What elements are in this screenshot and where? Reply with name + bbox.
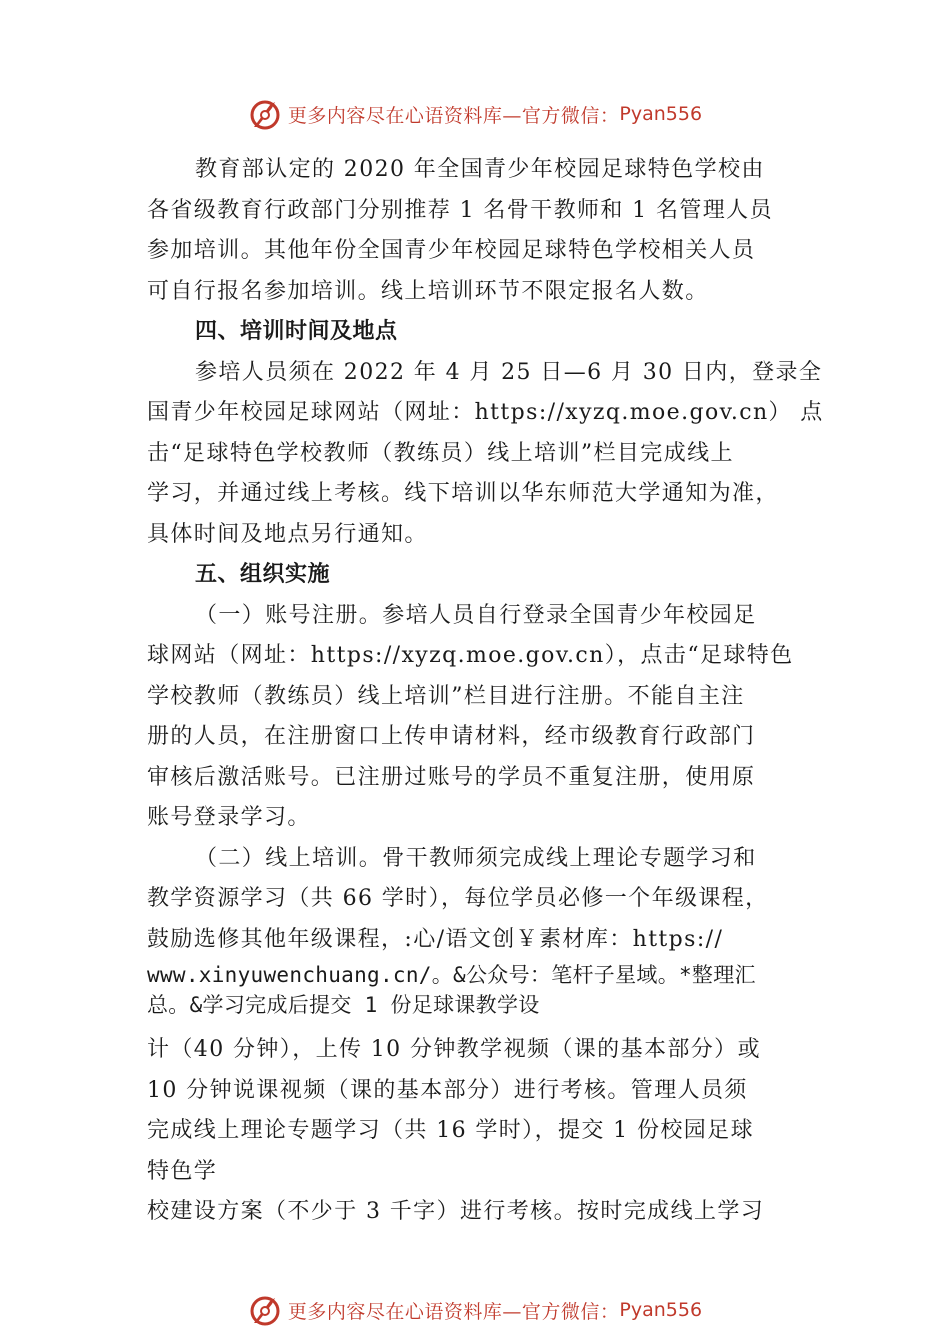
document-body	[147, 150, 827, 1233]
banner-wechat-id: Pyan556	[619, 1299, 703, 1321]
text-line: 总。&学习完成后提交 1 份足球课教学设	[147, 993, 540, 1017]
text-line: 鼓励选修其他年级课程，:心/语文创￥素材库：https://	[147, 926, 724, 952]
banner-text: 更多内容尽在心语资料库—官方微信：	[287, 104, 620, 127]
text-line: 学校教师（教练员）线上培训”栏目进行注册。不能自主注	[147, 683, 745, 709]
section-heading: 四、培训时间及地点	[195, 319, 398, 344]
text-line: 册的人员，在注册窗口上传申请材料，经市级教育行政部门	[147, 724, 756, 749]
text-line: （二）线上培训。骨干教师须完成线上理论专题学习和	[195, 845, 757, 871]
quill-logo-icon	[248, 97, 282, 131]
text-line: 参培人员须在 2022 年 4 月 25 日—6 月 30 日内，登录全	[195, 359, 823, 385]
text-line: 10 分钟说课视频（课的基本部分）进行考核。管理人员须	[147, 1077, 748, 1103]
text-line: 计（40 分钟），上传 10 分钟教学视频（课的基本部分）或	[147, 1037, 761, 1062]
banner-wechat-id: Pyan556	[619, 103, 703, 125]
text-line: 各省级教育行政部门分别推荐 1 名骨干教师和 1 名管理人员	[147, 197, 773, 223]
footer-watermark-banner	[0, 1290, 950, 1330]
text-line: 完成线上理论专题学习（共 16 学时），提交 1 份校园足球	[147, 1118, 754, 1143]
text-line: 特色学	[147, 1158, 218, 1184]
text-line: 审核后激活账号。已注册过账号的学员不重复注册，使用原	[147, 764, 756, 790]
quill-logo-icon	[248, 1293, 282, 1327]
text-line: 具体时间及地点另行通知。	[147, 521, 428, 547]
text-line: 球网站（网址：https://xyzq.moe.gov.cn），点击“足球特色	[147, 643, 794, 668]
section-heading: 五、组织实施	[195, 562, 331, 587]
text-line: 参加培训。其他年份全国青少年校园足球特色学校相关人员	[147, 238, 756, 263]
text-line: 国青少年校园足球网站（网址：https://xyzq.moe.gov.cn） 点	[147, 400, 824, 425]
banner-text: 更多内容尽在心语资料库—官方微信：	[287, 1300, 620, 1323]
header-watermark-banner	[0, 94, 950, 134]
text-line: 可自行报名参加培训。线上培训环节不限定报名人数。	[147, 278, 709, 304]
text-line: 教育部认定的 2020 年全国青少年校园足球特色学校由	[195, 157, 765, 182]
text-line: 击“足球特色学校教师（教练员）线上培训”栏目完成线上	[147, 440, 734, 466]
text-line: （一）账号注册。参培人员自行登录全国青少年校园足	[195, 602, 757, 628]
text-line: 校建设方案（不少于 3 千字）进行考核。按时完成线上学习	[147, 1199, 765, 1224]
text-line: 教学资源学习（共 66 学时），每位学员必修一个年级课程，	[147, 886, 769, 911]
text-line: 学习，并通过线上考核。线下培训以华东师范大学通知为准，	[147, 481, 779, 506]
text-line: www.xinyuwenchuang.cn/。&公众号：笔杆子星域。*整理汇	[147, 963, 756, 987]
text-line: 账号登录学习。	[147, 805, 311, 830]
